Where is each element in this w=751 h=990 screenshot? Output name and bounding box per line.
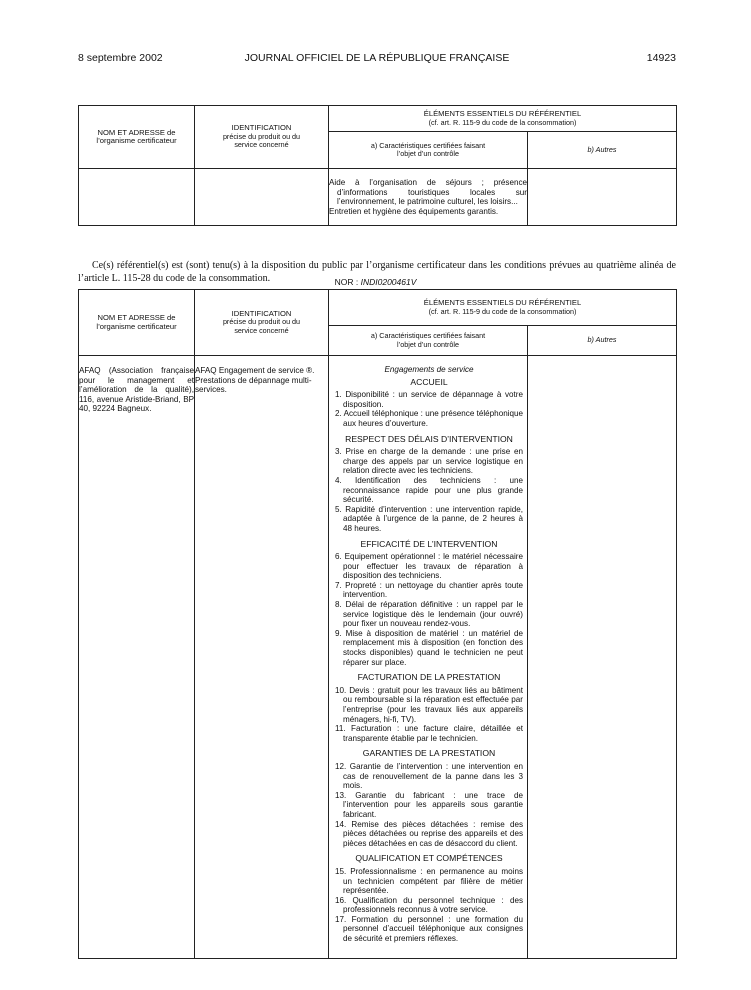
commitment-item: 17. Formation du personnel : une formation du personnel d’accueil téléphonique aux consignes de sécurité et premiers réflexes. xyxy=(335,914,523,944)
commitment-sections xyxy=(335,378,523,944)
commitment-item: 4. Identification des techniciens : une reconnaissance rapide pour une plus grande sécurité. xyxy=(335,475,523,505)
availability-paragraph: Ce(s) référentiel(s) est (sont) tenu(s) à la disposition du public par l’organisme certificateur dans les conditions prévues au quatrième alinéa de l’article L. 115-28 du code de la consommation. xyxy=(78,260,676,284)
section-title: EFFICACITÉ DE L’INTERVENTION xyxy=(360,538,498,549)
commitment-item: 8. Délai de réparation définitive : un rappel par le service logistique dès le lendemain (jour ouvré) pour fixer un nouveau rendez-vous. xyxy=(335,600,523,629)
cell-identification-empty xyxy=(195,169,329,226)
section-title: RESPECT DES DÉLAIS D’INTERVENTION xyxy=(345,433,513,444)
commitments-subtitle: Engagements de service xyxy=(384,365,474,374)
section-title: GARANTIES DE LA PRESTATION xyxy=(362,748,496,759)
header-journal-title: JOURNAL OFFICIEL DE LA RÉPUBLIQUE FRANÇAISE xyxy=(244,52,510,64)
header-name-address: NOM ET ADRESSE de l’organisme certificateur xyxy=(79,106,195,169)
commitment-item: 1. Disponibilité : un service de dépannage à votre disposition. xyxy=(335,390,523,409)
referential-table-1 xyxy=(78,105,677,226)
commitment-item: 10. Devis : gratuit pour les travaux liés au bâtiment ou remboursable si la réparation est effectuée par l’entreprise (pour les travaux liés aux appareils ménagers, hi-fi, TV). xyxy=(335,685,523,724)
header-identification: IDENTIFICATION précise du produit ou du service concerné xyxy=(195,106,329,169)
commitment-item: 16. Qualification du personnel technique : des professionnels reconnus à votre service. xyxy=(335,895,523,915)
cell-others-empty xyxy=(528,356,677,959)
header-certified-characteristics: a) Caractéristiques certifiées faisant l’objet d’un contrôle xyxy=(329,132,528,169)
header-others: b) Autres xyxy=(528,132,677,169)
cell-organism-afaq: AFAQ (Association française pour le management et l’amélioration de la qualité), 116, avenue Aristide-Briand, BP 40, 92224 Bagneux. xyxy=(79,356,195,959)
header-identification: IDENTIFICATION précise du produit ou du service concerné xyxy=(195,290,329,356)
section-title: ACCUEIL xyxy=(410,376,448,387)
nor-reference xyxy=(0,277,751,287)
commitment-item: 12. Garantie de l’intervention : une intervention en cas de renouvellement de la panne dans les 3 mois. xyxy=(335,761,523,791)
header-essential-elements: ÉLÉMENTS ESSENTIELS DU RÉFÉRENTIEL (cf. art. R. 115-9 du code de la consommation) xyxy=(329,290,677,326)
cell-others-empty xyxy=(528,169,677,226)
commitment-item: 11. Facturation : une facture claire, détaillée et transparente établie par le technicien. xyxy=(335,724,523,743)
referential-table-2 xyxy=(78,289,677,959)
commitment-item: 9. Mise à disposition de matériel : un matériel de remplacement mis à disposition (en fonction des stocks disponibles) quand le technicien ne peut réparer sur place. xyxy=(335,628,523,667)
cell-certified-characteristics: Aide à l’organisation de séjours ; présence d’informations touristiques locales sur l’environnement, le patrimoine culturel, les loisirs... Entretien et hygiène des équipements garantis. xyxy=(329,169,528,226)
commitment-item: 7. Propreté : un nettoyage du chantier après toute intervention. xyxy=(335,580,523,600)
cell-service-commitments xyxy=(329,356,528,959)
nor-label: NOR : xyxy=(334,277,359,287)
commitment-item: 5. Rapidité d’intervention : une intervention rapide, adaptée à l’urgence de la panne, de 2 heures à 48 heures. xyxy=(335,504,523,533)
header-date: 8 septembre 2002 xyxy=(78,52,163,64)
header-certified-characteristics: a) Caractéristiques certifiées faisant l’objet d’un contrôle xyxy=(329,326,528,356)
cell-organism-empty xyxy=(79,169,195,226)
commitment-item: 13. Garantie du fabricant : une trace de l’intervention pour les appareils sous garantie fabricant. xyxy=(335,790,523,819)
commitment-item: 14. Remise des pièces détachées : remise des pièces détachées ou reprise des appareils et des pièces détachées en cas de désaccord du client. xyxy=(335,819,523,848)
cell-identification-afaq: AFAQ Engagement de service ®. Prestations de dépannage multi-services. xyxy=(195,356,329,959)
commitment-item: 2. Accueil téléphonique : une présence téléphonique aux heures d’ouverture. xyxy=(335,409,523,428)
header-essential-elements: ÉLÉMENTS ESSENTIELS DU RÉFÉRENTIEL (cf. art. R. 115-9 du code de la consommation) xyxy=(329,106,677,132)
header-name-address: NOM ET ADRESSE de l’organisme certificateur xyxy=(79,290,195,356)
commitment-item: 15. Professionnalisme : en permanence au moins un technicien compétent par filière de métier représentée. xyxy=(335,866,523,896)
section-title: QUALIFICATION ET COMPÉTENCES xyxy=(355,853,503,864)
nor-code: INDI0200461V xyxy=(360,277,417,287)
header-page-number: 14923 xyxy=(646,52,676,64)
section-title: FACTURATION DE LA PRESTATION xyxy=(357,672,501,683)
commitment-item: 3. Prise en charge de la demande : une prise en charge des appels par un service logistique en relation directe avec les techniciens. xyxy=(335,447,523,476)
commitment-item: 6. Equipement opérationnel : le matériel nécessaire pour effectuer les travaux de réparation à disposition des techniciens. xyxy=(335,552,523,581)
header-others: b) Autres xyxy=(528,326,677,356)
page-header xyxy=(78,52,676,66)
